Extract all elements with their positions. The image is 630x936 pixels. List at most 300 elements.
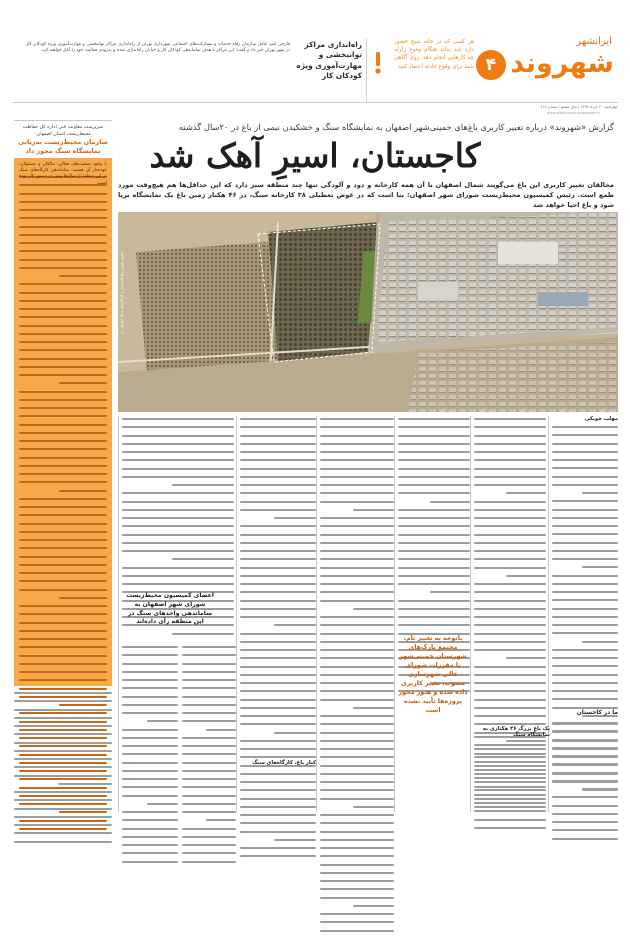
text-line bbox=[19, 498, 107, 504]
text-line bbox=[122, 696, 178, 702]
sidebar-orange-box bbox=[14, 158, 112, 686]
text-line bbox=[320, 798, 394, 804]
subhead-1: مهلت چوبکی bbox=[584, 416, 618, 422]
text-line bbox=[398, 451, 470, 457]
text-line bbox=[474, 777, 546, 783]
text-line bbox=[320, 913, 394, 919]
text-line bbox=[398, 616, 470, 622]
text-line bbox=[240, 443, 316, 449]
text-line bbox=[474, 802, 546, 808]
text-line bbox=[122, 492, 234, 498]
text-line bbox=[19, 564, 107, 570]
text-line bbox=[474, 484, 546, 490]
text-line bbox=[398, 509, 470, 515]
text-line bbox=[182, 696, 236, 702]
text-line bbox=[19, 448, 107, 454]
text-line bbox=[19, 622, 107, 628]
text-line bbox=[320, 699, 394, 705]
text-line bbox=[552, 484, 618, 490]
column-divider bbox=[118, 416, 119, 812]
text-line bbox=[182, 729, 236, 735]
text-line bbox=[552, 665, 618, 671]
text-line bbox=[474, 616, 546, 622]
text-line bbox=[182, 795, 236, 801]
text-line bbox=[240, 608, 316, 614]
text-line bbox=[474, 476, 546, 482]
text-line bbox=[19, 663, 107, 669]
text-line bbox=[182, 828, 236, 834]
text-line bbox=[182, 786, 236, 792]
text-line bbox=[320, 616, 394, 622]
text-line bbox=[182, 712, 236, 718]
text-line bbox=[182, 861, 236, 867]
text-line bbox=[122, 778, 178, 784]
photo-caption-strip bbox=[120, 252, 128, 402]
text-line bbox=[182, 836, 236, 842]
text-line bbox=[19, 275, 107, 281]
text-line bbox=[320, 517, 394, 523]
text-line bbox=[474, 501, 546, 507]
text-line bbox=[19, 341, 107, 347]
text-line bbox=[19, 333, 107, 339]
text-line bbox=[240, 558, 316, 564]
text-line bbox=[240, 468, 316, 474]
text-column bbox=[474, 416, 546, 722]
text-line bbox=[19, 250, 107, 256]
text-line bbox=[474, 451, 546, 457]
text-line bbox=[19, 209, 107, 215]
text-line bbox=[474, 682, 546, 688]
logo-subtitle: ایرانشهر bbox=[576, 36, 612, 47]
text-line bbox=[19, 613, 107, 619]
text-line bbox=[19, 259, 107, 265]
text-line bbox=[122, 525, 234, 531]
text-line bbox=[552, 632, 618, 638]
text-line bbox=[240, 839, 316, 845]
text-line bbox=[182, 720, 236, 726]
text-line bbox=[240, 699, 316, 705]
text-line bbox=[552, 616, 618, 622]
text-line bbox=[320, 707, 394, 713]
text-line bbox=[122, 852, 178, 858]
text-line bbox=[320, 806, 394, 812]
text-line bbox=[552, 492, 618, 498]
text-line bbox=[182, 778, 236, 784]
text-line bbox=[240, 666, 316, 672]
text-line bbox=[19, 481, 107, 487]
text-line bbox=[19, 415, 107, 421]
text-line bbox=[320, 930, 394, 936]
text-line bbox=[474, 517, 546, 523]
text-line bbox=[19, 539, 107, 545]
text-line bbox=[182, 803, 236, 809]
text-line bbox=[320, 657, 394, 663]
text-line bbox=[320, 814, 394, 820]
text-column bbox=[14, 690, 112, 814]
text-line bbox=[19, 234, 107, 240]
text-line bbox=[320, 921, 394, 927]
text-line bbox=[474, 715, 546, 721]
text-line bbox=[320, 435, 394, 441]
masthead-divider-v bbox=[366, 38, 367, 102]
text-line bbox=[122, 558, 234, 564]
text-line bbox=[19, 465, 107, 471]
promo-text: هر کسی که در خانه شیخ حضور دارد باید بداند هنگام وقوع زلزله چه کارهایی انجام دهد. روی آگاهی شما برای وقوع حادثه اعتماد کنید bbox=[394, 39, 474, 70]
text-line bbox=[552, 722, 618, 728]
text-line bbox=[19, 424, 107, 430]
text-line bbox=[320, 426, 394, 432]
text-line bbox=[320, 765, 394, 771]
text-line bbox=[474, 707, 546, 713]
box-left-headline: اعضای کمیسیون محیط‌زیست شورای شهر اصفهان به ساماندهی واحدهای سنگ در این منطقه رأی داده‌اند bbox=[126, 592, 214, 626]
subhead-4: یک باغ بزرگ ۴۶ هکتاری به نمایشگاه سنگ bbox=[482, 726, 550, 738]
text-line bbox=[19, 217, 107, 223]
text-line bbox=[122, 426, 234, 432]
text-line bbox=[552, 805, 618, 811]
text-line bbox=[19, 589, 107, 595]
article-headline: کاجستان، اسیرِ آهک شد bbox=[149, 136, 481, 175]
text-line bbox=[19, 506, 107, 512]
text-line bbox=[320, 542, 394, 548]
text-line bbox=[320, 476, 394, 482]
text-line bbox=[122, 729, 178, 735]
text-line bbox=[474, 443, 546, 449]
text-line bbox=[182, 745, 236, 751]
text-line bbox=[240, 831, 316, 837]
text-line bbox=[19, 407, 107, 413]
text-line bbox=[19, 283, 107, 289]
text-line bbox=[398, 435, 470, 441]
sidebar-headline: سازمان محیط‌زیست به‌زیانی نمایشگاه سنگ مجوز داد bbox=[18, 138, 108, 155]
text-line bbox=[552, 608, 618, 614]
issue-date: چهارشنبه ۲۰ خرداد ۱۳۹۴ | سال هشتم | شماره ۶۱۸ bbox=[540, 105, 618, 109]
text-line bbox=[122, 484, 234, 490]
text-line bbox=[14, 758, 112, 764]
subhead-5: کنار باغ، کارگاه‌های سنگ bbox=[252, 760, 316, 766]
text-line bbox=[19, 605, 107, 611]
text-line bbox=[14, 791, 112, 797]
text-line bbox=[240, 723, 316, 729]
text-line bbox=[320, 501, 394, 507]
text-line bbox=[320, 789, 394, 795]
text-line bbox=[240, 426, 316, 432]
text-line bbox=[320, 418, 394, 424]
text-line bbox=[320, 781, 394, 787]
text-line bbox=[552, 690, 618, 696]
text-column bbox=[552, 720, 618, 814]
subhead-3: ما در کاجستان bbox=[576, 710, 618, 716]
text-line bbox=[398, 534, 470, 540]
text-line bbox=[19, 523, 107, 529]
text-line bbox=[398, 426, 470, 432]
text-line bbox=[19, 366, 107, 372]
aerial-photo-image bbox=[118, 212, 618, 412]
text-line bbox=[19, 349, 107, 355]
text-line bbox=[474, 542, 546, 548]
text-line bbox=[474, 468, 546, 474]
text-line bbox=[122, 671, 178, 677]
text-column bbox=[398, 416, 470, 630]
text-line bbox=[240, 641, 316, 647]
text-line bbox=[19, 300, 107, 306]
top-story-headline: راه‌اندازی مراکز توانبخشی و مهارت‌آموزی ویژه کودکان کار bbox=[296, 40, 362, 81]
text-line bbox=[19, 358, 107, 364]
text-line bbox=[14, 824, 112, 830]
text-line bbox=[14, 775, 112, 781]
text-line bbox=[122, 509, 234, 515]
text-line bbox=[398, 468, 470, 474]
text-line bbox=[122, 646, 178, 652]
sidebar-body-intro: با وجود صحبت‌های فعالی، مالکان و مسئولان، عهده‌دار آن هستند. ساماندهی کارگاه‌های سنگ در این منطقه از سال‌ها پیش در دستور کار بوده است. bbox=[19, 162, 107, 186]
text-line bbox=[552, 443, 618, 449]
text-line bbox=[320, 740, 394, 746]
text-line bbox=[240, 459, 316, 465]
column-divider bbox=[316, 416, 317, 812]
text-line bbox=[474, 525, 546, 531]
text-line bbox=[14, 709, 112, 715]
text-column bbox=[122, 644, 178, 814]
text-line bbox=[552, 821, 618, 827]
text-line bbox=[19, 646, 107, 652]
text-line bbox=[474, 558, 546, 564]
text-line bbox=[240, 525, 316, 531]
text-line bbox=[474, 534, 546, 540]
text-line bbox=[474, 641, 546, 647]
text-line bbox=[19, 655, 107, 661]
text-line bbox=[398, 517, 470, 523]
text-line bbox=[398, 624, 470, 630]
text-line bbox=[240, 616, 316, 622]
text-line bbox=[182, 762, 236, 768]
text-line bbox=[122, 861, 178, 867]
text-line bbox=[122, 836, 178, 842]
text-line bbox=[398, 583, 470, 589]
text-line bbox=[552, 575, 618, 581]
text-line bbox=[320, 583, 394, 589]
text-line bbox=[474, 666, 546, 672]
text-line bbox=[240, 492, 316, 498]
text-line bbox=[320, 624, 394, 630]
text-line bbox=[474, 819, 546, 825]
text-line bbox=[474, 600, 546, 606]
text-line bbox=[19, 391, 107, 397]
text-line bbox=[320, 443, 394, 449]
text-line bbox=[552, 476, 618, 482]
text-column bbox=[122, 416, 234, 588]
text-line bbox=[320, 756, 394, 762]
text-line bbox=[240, 690, 316, 696]
top-story-text: قارچی امیر عامل سازمان رفاه خدمات و مشارکت‌های اجتماعی شهرداری تهران از راه‌اندازی مراکز توانبخشی و مهارت‌آموزی ویژه کودکان کار در شهر تهران خبر داد و گفت: این مراکز با هدف ساماندهی کودکان کار و خیابان راه‌اندازی شده و به‌زودی فعالیت خود را آغاز خواهند کرد. bbox=[26, 42, 290, 54]
text-line bbox=[19, 193, 107, 199]
text-line bbox=[14, 783, 112, 789]
text-line bbox=[398, 476, 470, 482]
text-line bbox=[122, 786, 178, 792]
text-line bbox=[240, 682, 316, 688]
text-line bbox=[19, 547, 107, 553]
text-line bbox=[474, 753, 546, 759]
aerial-photo bbox=[118, 212, 618, 412]
text-line bbox=[474, 744, 546, 750]
text-line bbox=[398, 591, 470, 597]
text-line bbox=[182, 704, 236, 710]
text-line bbox=[320, 855, 394, 861]
text-line bbox=[19, 679, 107, 685]
text-line bbox=[552, 451, 618, 457]
text-line bbox=[19, 316, 107, 322]
text-line bbox=[320, 484, 394, 490]
text-line bbox=[182, 679, 236, 685]
text-line bbox=[122, 443, 234, 449]
text-line bbox=[122, 753, 178, 759]
text-line bbox=[398, 492, 470, 498]
text-line bbox=[122, 654, 178, 660]
text-line bbox=[122, 575, 234, 581]
text-line bbox=[320, 905, 394, 911]
text-line bbox=[240, 732, 316, 738]
text-line bbox=[240, 476, 316, 482]
text-line bbox=[320, 451, 394, 457]
masthead bbox=[0, 0, 630, 118]
text-line bbox=[474, 550, 546, 556]
text-column bbox=[474, 734, 546, 814]
text-line bbox=[122, 550, 234, 556]
text-line bbox=[19, 630, 107, 636]
text-line bbox=[122, 451, 234, 457]
text-line bbox=[14, 733, 112, 739]
text-line bbox=[320, 608, 394, 614]
text-line bbox=[122, 745, 178, 751]
article-kicker: گزارش «شهروند» درباره تغییر کاربری باغ‌های خمینی‌شهر اصفهان به نمایشگاه سنگ و خشکیدن نیمی از باغ در ۲۰سال گذشته bbox=[178, 122, 614, 132]
text-line bbox=[474, 649, 546, 655]
text-line bbox=[240, 567, 316, 573]
text-line bbox=[240, 715, 316, 721]
text-line bbox=[240, 484, 316, 490]
newspaper-logo bbox=[506, 30, 618, 94]
text-line bbox=[240, 814, 316, 820]
text-line bbox=[552, 459, 618, 465]
text-line bbox=[240, 575, 316, 581]
text-line bbox=[552, 796, 618, 802]
text-line bbox=[240, 624, 316, 630]
text-line bbox=[474, 633, 546, 639]
text-line bbox=[122, 542, 234, 548]
text-line bbox=[19, 597, 107, 603]
text-line bbox=[182, 646, 236, 652]
text-line bbox=[240, 748, 316, 754]
text-line bbox=[552, 682, 618, 688]
text-line bbox=[240, 806, 316, 812]
text-line bbox=[19, 556, 107, 562]
text-line bbox=[552, 838, 618, 844]
text-line bbox=[398, 484, 470, 490]
text-line bbox=[474, 426, 546, 432]
text-line bbox=[122, 704, 178, 710]
text-line bbox=[240, 600, 316, 606]
photo-caption: تصویر هوایی باغ کاجستان و کارگاه‌های سنگ اطراف آن bbox=[120, 252, 124, 335]
text-line bbox=[552, 641, 618, 647]
text-line bbox=[182, 844, 236, 850]
text-line bbox=[14, 808, 112, 814]
text-line bbox=[182, 852, 236, 858]
article-lead: مخالفان تغییر کاربری این باغ می‌گویند شمال اصفهان با آن همه کارخانه و دود و آلودگی تنها چند منطقه سبز دارد که این حداقل‌ها هم هیچ‌وقت مورد طمع است. رئیس کمیسیون محیط‌زیست شورای شهر اصفهان: بنا است که در عوض تعطیلی ۳۸ کارخانه سنگ، در ۴۶ هکتار زمین باغ یک نمایشگاه برپا شود و باغ احیا خواهد شد bbox=[118, 181, 614, 209]
text-line bbox=[122, 828, 178, 834]
text-line bbox=[474, 575, 546, 581]
text-line bbox=[240, 542, 316, 548]
text-line bbox=[182, 811, 236, 817]
text-line bbox=[19, 514, 107, 520]
text-column bbox=[320, 416, 394, 810]
text-line bbox=[240, 847, 316, 853]
text-line bbox=[552, 550, 618, 556]
text-line bbox=[19, 325, 107, 331]
text-line bbox=[122, 679, 178, 685]
text-line bbox=[240, 855, 316, 861]
text-line bbox=[240, 773, 316, 779]
text-line bbox=[122, 844, 178, 850]
text-line bbox=[552, 829, 618, 835]
text-line bbox=[474, 699, 546, 705]
text-line bbox=[122, 720, 178, 726]
sidebar-top-rule bbox=[14, 120, 112, 121]
text-line bbox=[552, 599, 618, 605]
text-line bbox=[320, 459, 394, 465]
text-line bbox=[320, 864, 394, 870]
text-line bbox=[320, 550, 394, 556]
text-line bbox=[122, 687, 178, 693]
text-line bbox=[122, 803, 178, 809]
text-line bbox=[14, 717, 112, 723]
text-line bbox=[320, 872, 394, 878]
text-line bbox=[320, 534, 394, 540]
text-column bbox=[552, 424, 618, 708]
text-line bbox=[320, 732, 394, 738]
text-line bbox=[398, 558, 470, 564]
text-line bbox=[122, 476, 234, 482]
text-line bbox=[320, 847, 394, 853]
text-line bbox=[474, 567, 546, 573]
text-line bbox=[474, 492, 546, 498]
sidebar-kicker: سرپرست معاونت فنی اداره کل حفاظت محیط‌زیست استان اصفهان: bbox=[22, 125, 104, 137]
text-line bbox=[474, 608, 546, 614]
text-line bbox=[240, 435, 316, 441]
text-line bbox=[122, 770, 178, 776]
text-line bbox=[398, 567, 470, 573]
text-line bbox=[320, 641, 394, 647]
text-line bbox=[552, 747, 618, 753]
text-line bbox=[320, 748, 394, 754]
text-line bbox=[19, 382, 107, 388]
text-line bbox=[14, 750, 112, 756]
text-line bbox=[240, 509, 316, 515]
text-line bbox=[122, 583, 234, 589]
text-line bbox=[14, 700, 112, 706]
text-line bbox=[122, 811, 178, 817]
text-line bbox=[320, 558, 394, 564]
text-line bbox=[474, 657, 546, 663]
text-line bbox=[122, 712, 178, 718]
text-line bbox=[552, 755, 618, 761]
text-line bbox=[240, 674, 316, 680]
text-line bbox=[122, 737, 178, 743]
text-line bbox=[474, 583, 546, 589]
text-line bbox=[474, 591, 546, 597]
column-divider bbox=[548, 416, 549, 812]
text-line bbox=[552, 583, 618, 589]
text-line bbox=[320, 897, 394, 903]
text-line bbox=[240, 707, 316, 713]
text-line bbox=[14, 841, 112, 847]
text-line bbox=[320, 633, 394, 639]
